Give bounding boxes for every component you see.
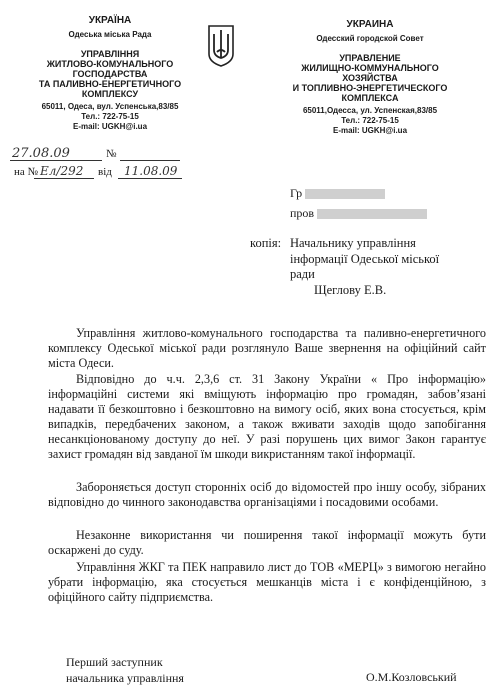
body-paragraph: Управління житлово-комунального господарства та паливно-енергетичного комплексу Одеської міської ради розглянуло Ваше звернення на офіційний сайт міста Одеси. — [48, 326, 486, 370]
tel-ru: Тел.: 722-75-15 — [341, 116, 399, 125]
body-paragraph: Відповідно до ч.ч. 2,3,6 ст. 31 Закону України « Про інформацію» інформаційні системи які вміщують інформацію про громадян, забов’язані надавати її безкоштовно і безкоштовно на вимогу осіб, яких вона стосується, крім випадків, передбачених законом, а також вживати заходів щодо запобігання несанкціонованому доступу до неї. У разі порушень цих вимог Закон гарантує захист громадян від завданої їм шкоди викристанням такої інформації. — [48, 372, 486, 461]
dept-line: ГОСПОДАРСТВА — [72, 69, 148, 79]
redaction-mark — [317, 209, 427, 219]
copy-line: ради — [290, 267, 315, 281]
copy-line: інформації Одеської міської — [290, 251, 440, 266]
header-right — [270, 20, 470, 136]
country-ru: УКРАИНА — [346, 19, 394, 30]
dept-line: ЖИТЛОВО-КОМУНАЛЬНОГО — [46, 59, 174, 69]
recipient-block — [290, 186, 480, 221]
dept-line: УПРАВЛЕНИЕ — [339, 53, 401, 63]
body-paragraph: Забороняється доступ сторонніх осіб до відомостей про іншу особу, зібраних відповідно до чинного законодавства організаціями і посадовими особами. — [48, 480, 486, 509]
body-paragraph: Незаконне використання чи поширення такої інформації можуть бути оскаржені до суду. — [48, 528, 486, 557]
council-ua: Одеська міська Рада — [68, 30, 152, 39]
dept-line: КОМПЛЕКСА — [341, 93, 399, 103]
email-ua: E-mail: UGKH@i.ua — [72, 122, 148, 131]
from-label: від — [98, 166, 112, 178]
dept-line: ТА ПАЛИВНО-ЕНЕРГЕТИЧНОГО — [38, 79, 182, 89]
copy-label: копія: — [250, 236, 282, 250]
signature-title — [66, 654, 184, 686]
copy-line: Начальнику управління — [290, 236, 416, 250]
redaction-mark — [305, 189, 385, 199]
dept-line: ХОЗЯЙСТВА — [342, 73, 398, 83]
trident-emblem-icon — [207, 24, 235, 68]
copy-recipient — [290, 236, 480, 298]
recipient-name: Гр — [290, 186, 303, 200]
ref-handwritten: Ел/292 — [40, 164, 84, 178]
dept-line: КОМПЛЕКСУ — [81, 89, 139, 99]
reg-date-line — [10, 148, 190, 162]
signature-name: О.М.Козловський — [366, 670, 457, 684]
country-ua: УКРАЇНА — [88, 15, 132, 26]
reg-ref-line — [10, 166, 210, 180]
no-label: № — [106, 148, 117, 160]
tel-ua: Тел.: 722-75-15 — [81, 112, 139, 121]
address-ru: 65011,Одесса, ул. Успенская,83/85 — [302, 106, 438, 115]
copy-line: Щеглову Е.В. — [314, 282, 387, 297]
dept-line: И ТОПЛИВНО-ЭНЕРГЕТИЧЕСКОГО — [292, 83, 448, 93]
address-ua: 65011, Одеса, вул. Успенська,83/85 — [41, 102, 179, 111]
signature-title-line: Перший заступник — [66, 655, 163, 669]
on-no-label: на № — [14, 166, 39, 178]
dept-line: УПРАВЛІННЯ — [80, 49, 140, 59]
dept-line: ЖИЛИЩНО-КОММУНАЛЬНОГО — [301, 63, 439, 73]
email-ru: E-mail: UGKH@i.ua — [332, 126, 408, 135]
signature-title-line: начальника управління — [66, 671, 184, 685]
reg-date-handwritten: 27.08.09 — [12, 146, 70, 161]
ref-date-handwritten: 11.08.09 — [124, 164, 178, 178]
recipient-address: пров — [290, 206, 315, 220]
header-left — [30, 16, 190, 132]
council-ru: Одесский городской Совет — [316, 34, 424, 43]
body-paragraph: Управління ЖКГ та ПЕК направило лист до ТОВ «МЕРЦ» з вимогою негайно убрати інформацію, яка стосується мешканців міста і є конфіденційною, з офіційного сайту підприємства. — [48, 560, 486, 604]
